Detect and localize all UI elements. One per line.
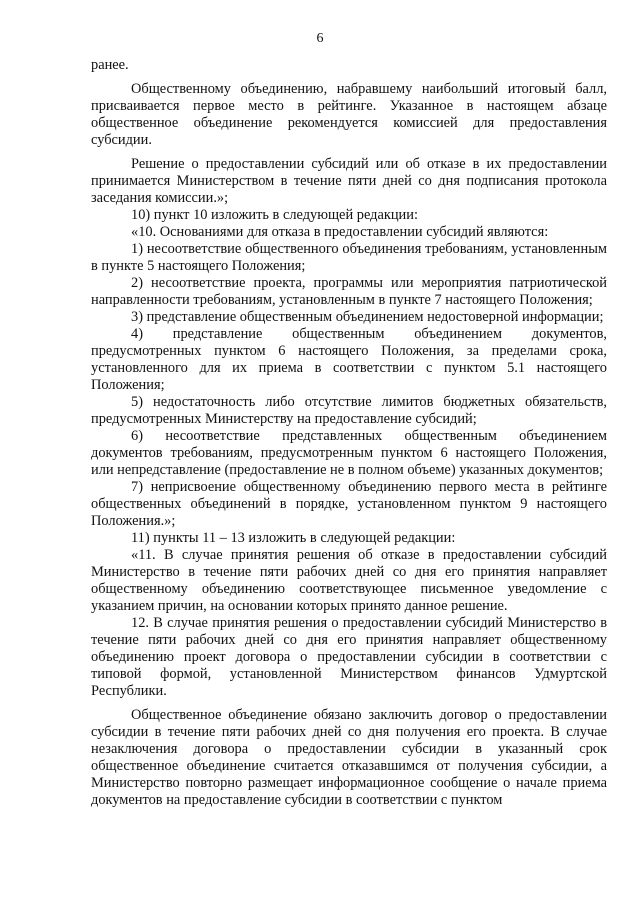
paragraph-item-11: «11. В случае принятия решения об отказе в предоставлении субсидий Министерство в течение пяти рабочих дней со дня его принятия направляет общественному объединению соответствующее письменное уведомление с указанием причин, на основании которых принято данное решение. [91, 547, 607, 614]
document-body [91, 57, 607, 809]
paragraph-item-10-intro: 10) пункт 10 изложить в следующей редакции: [131, 207, 418, 223]
paragraph-reason-4: 4) представление общественным объединением документов, предусмотренных пунктом 6 настоящего Положения, за пределами срока, установленного для их приема в соответствии с пунктом 5.1 настоящего Положения; [91, 326, 607, 393]
paragraph-contract-obligation: Общественное объединение обязано заключить договор о предоставлении субсидии в течение пяти рабочих дней со дня получения его проекта. В случае незаключения договора о предоставлении субсидии в указанный срок общественное объединение считается отказавшимся от получения субсидии, а Министерство повторно размещает информационное сообщение о начале приема документов на предоставление субсидии в соответствии с пунктом [91, 707, 607, 808]
paragraph-reason-7: 7) неприсвоение общественному объединению первого места в рейтинге общественных объединений в порядке, установленном пунктом 9 настоящего Положения.»; [91, 479, 607, 529]
paragraph-reason-3: 3) представление общественным объединением недостоверной информации; [131, 309, 604, 325]
paragraph-item-10-heading: «10. Основаниями для отказа в предоставлении субсидий являются: [131, 224, 549, 240]
page-number: 6 [316, 31, 324, 46]
paragraph-rating: Общественному объединению, набравшему наибольший итоговый балл, присваивается первое место в рейтинге. Указанное в настоящем абзаце общественное объединение рекомендуется комиссией для предоставления субсидии. [91, 81, 607, 148]
paragraph-reason-6: 6) несоответствие представленных общественным объединением документов требованиям, предусмотренным пунктом 6 настоящего Положения, или непредставление (предоставление не в полном объеме) указанных документов; [91, 428, 607, 478]
paragraph-reason-1: 1) несоответствие общественного объединения требованиям, установленным в пункте 5 настоящего Положения; [91, 241, 607, 274]
paragraph-reason-5: 5) недостаточность либо отсутствие лимитов бюджетных обязательств, предусмотренных Министерству на предоставление субсидий; [91, 394, 607, 427]
paragraph-items-11-13-intro: 11) пункты 11 – 13 изложить в следующей редакции: [131, 530, 456, 546]
paragraph-item-12: 12. В случае принятия решения о предоставлении субсидий Министерство в течение пяти рабочих дней со дня его принятия направляет общественному объединению проект договора о предоставлении субсидии в соответствии с типовой формой, установленной Министерством финансов Удмуртской Республики. [91, 615, 607, 699]
paragraph-reason-2: 2) несоответствие проекта, программы или мероприятия патриотической направленности требованиям, установленным в пункте 7 настоящего Положения; [91, 275, 607, 308]
paragraph-continuation: ранее. [91, 57, 129, 73]
paragraph-decision: Решение о предоставлении субсидий или об отказе в их предоставлении принимается Министерством в течение пяти дней со дня подписания протокола заседания комиссии.»; [91, 156, 607, 206]
